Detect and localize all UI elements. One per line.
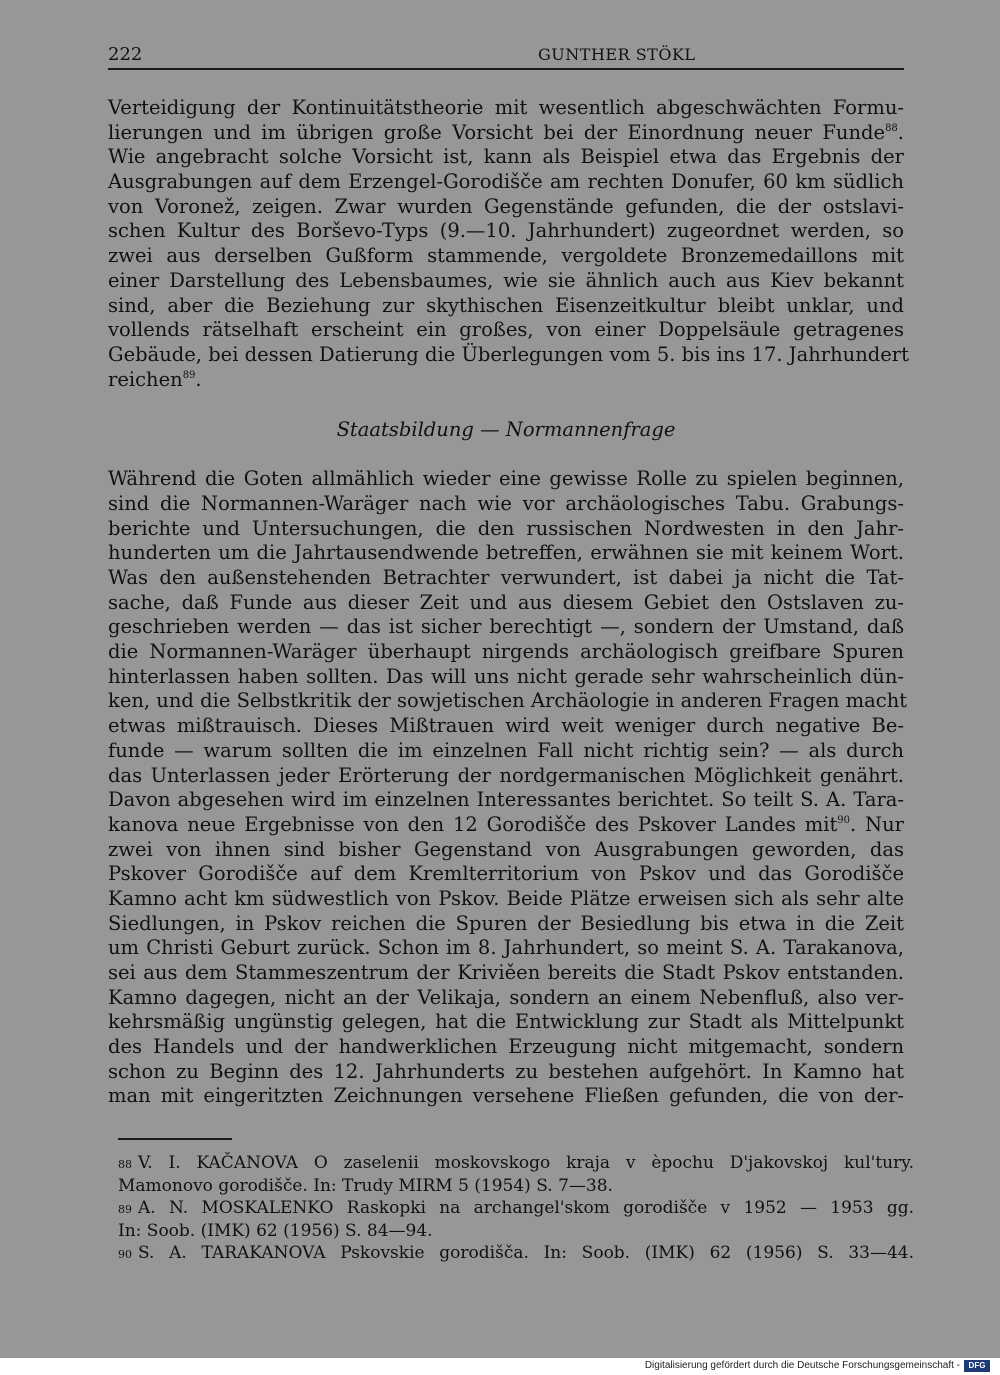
text-line: funde — warum sollten die im einzelnen Fall nicht richtig sein? — als durch <box>108 738 904 762</box>
text-line: sind, aber die Beziehung zur skythischen Eisenzeitkultur bleibt unklar, und <box>108 293 904 317</box>
footer-bar <box>0 1358 1000 1375</box>
paragraph-2 <box>108 467 908 1109</box>
text-line: zwei aus derselben Gußform stammende, vergoldete Bronzemedaillons mit <box>108 244 904 268</box>
footnote-divider <box>118 1138 232 1140</box>
footnote-ref: 90 <box>837 814 851 826</box>
page-header <box>108 44 904 70</box>
footnote-ref: 89 <box>182 369 196 381</box>
text-line: lierungen und im übrigen große Vorsicht bei der Einordnung neuer Funde$^{88}$. <box>108 120 904 144</box>
dfg-logo: DFG <box>964 1360 990 1372</box>
footnote-89: 89 A. N. MOSKALENKO Raskopki na archangel'skom gorodišče v 1952 — 1953 gg. <box>118 1198 914 1219</box>
text-line: man mit eingeritzten Zeichnungen versehene Fließen gefunden, die von der- <box>108 1084 904 1108</box>
text-line: reichen$^{89}$. <box>108 367 202 391</box>
footnote-number: 89 <box>118 1203 132 1217</box>
text-line: Ausgrabungen auf dem Erzengel-Gorodišče am rechten Donufer, 60 km südlich <box>108 170 904 194</box>
text-line: von Voronež, zeigen. Zwar wurden Gegenstände gefunden, die der ostslavi- <box>108 194 904 218</box>
text-line: die Normannen-Waräger überhaupt nirgends archäologisch greifbare Spuren <box>108 640 904 664</box>
text-line: Pskover Gorodišče auf dem Kremlterritorium von Pskov und das Gorodišče <box>108 862 904 886</box>
text-line: kanova neue Ergebnisse von den 12 Gorodišče des Pskover Landes mit$^{90}$. Nur <box>108 812 904 836</box>
text-line: sei aus dem Stammeszentrum der Kriviěen bereits die Stadt Pskov entstanden. <box>108 961 904 984</box>
text-line: hunderten um die Jahrtausendwende betreffen, erwähnen sie mit keinem Wort. <box>108 541 904 565</box>
text-line: Gebäude, bei dessen Datierung die Überlegungen vom 5. bis ins 17. Jahrhundert <box>108 342 909 366</box>
text-line: Was den außenstehenden Betrachter verwundert, ist dabei ja nicht die Tat- <box>108 566 904 589</box>
page-number: 222 <box>108 44 143 65</box>
text-line: schon zu Beginn des 12. Jahrhunderts zu bestehen aufgehört. In Kamno hat <box>108 1059 904 1083</box>
text-line: ken, und die Selbstkritik der sowjetischen Archäologie in anderen Fragen macht <box>108 689 908 713</box>
text-line: Kamno acht km südwestlich von Pskov. Beide Plätze erweisen sich als sehr alte <box>108 886 904 910</box>
footnote-number: 90 <box>118 1248 132 1262</box>
body-text <box>108 96 909 1109</box>
text-line: schen Kultur des Borševo-Typs (9.—10. Jahrhundert) zugeordnet werden, so <box>108 219 904 243</box>
text-line: sache, daß Funde aus dieser Zeit und aus diesem Gebiet den Ostslaven zu- <box>108 590 904 614</box>
footnote-number: 88 <box>118 1158 132 1171</box>
text-line: das Unterlassen jeder Erörterung der nordgermanischen Möglichkeit genährt. <box>108 763 904 787</box>
section-heading: Staatsbildung — Normannenfrage <box>336 418 676 442</box>
text-line: Davon abgesehen wird im einzelnen Interessantes berichtet. So teilt S. A. Tara- <box>108 788 904 812</box>
text-line: Wie angebracht solche Vorsicht ist, kann als Beispiel etwa das Ergebnis der <box>108 145 904 169</box>
paragraph-1 <box>108 96 909 392</box>
text-line: geschrieben werden — das ist sicher berechtigt —, sondern der Umstand, daß <box>108 615 904 639</box>
text-line: hinterlassen haben sollten. Das will uns nicht gerade sehr wahrscheinlich dün- <box>108 664 904 688</box>
footnote-89-cont: In: Soob. (IMK) 62 (1956) S. 84—94. <box>118 1220 433 1241</box>
text-line: zwei von ihnen sind bisher Gegenstand von Ausgrabungen geworden, das <box>108 837 904 861</box>
text-line: kehrsmäßig ungünstig gelegen, hat die Entwicklung zur Stadt als Mittelpunkt <box>108 1010 904 1034</box>
text-line: sind die Normannen-Waräger nach wie vor archäologisches Tabu. Grabungs- <box>108 491 904 515</box>
text-line: einer Darstellung des Lebensbaumes, wie sie ähnlich auch aus Kiev bekannt <box>108 268 904 292</box>
running-head: GUNTHER STÖKL <box>538 45 696 64</box>
digitization-credit: Digitalisierung gefördert durch die Deutsche Forschungsgemeinschaft - <box>644 1360 960 1371</box>
footnote-ref: 88 <box>885 122 898 134</box>
footnote-88: 88 V. I. KAČANOVA O zaselenii moskovskogo kraja v èpochu D'jakovskoj kul'tury. <box>118 1153 914 1173</box>
text-line: Verteidigung der Kontinuitätstheorie mit wesentlich abgeschwächten Formu- <box>108 96 904 119</box>
footnote-88-cont: Mamonovo gorodišče. In: Trudy MIRM 5 (1954) S. 7—38. <box>118 1175 613 1196</box>
footnotes <box>118 1152 914 1265</box>
text-line: vollends rätselhaft erscheint ein großes, von einer Doppelsäule getragenes <box>108 318 904 342</box>
text-line: Kamno dagegen, nicht an der Velikaja, sondern an einem Nebenfluß, also ver- <box>108 985 904 1009</box>
text-line: des Handels und der handwerklichen Erzeugung nicht mitgemacht, sondern <box>108 1035 904 1059</box>
text-line: um Christi Geburt zurück. Schon im 8. Jahrhundert, so meint S. A. Tarakanova, <box>108 936 904 960</box>
text-line: Siedlungen, in Pskov reichen die Spuren der Besiedlung bis etwa in die Zeit <box>108 911 904 935</box>
text-line: Während die Goten allmählich wieder eine gewisse Rolle zu spielen beginnen, <box>108 467 904 491</box>
text-line: etwas mißtrauisch. Dieses Mißtrauen wird weit weniger durch negative Be- <box>108 714 904 738</box>
text-line: berichte und Untersuchungen, die den russischen Nordwesten in den Jahr- <box>108 516 904 540</box>
footnote-90: 90 S. A. TARAKANOVA Pskovskie gorodišča. In: Soob. (IMK) 62 (1956) S. 33—44. <box>118 1243 914 1264</box>
